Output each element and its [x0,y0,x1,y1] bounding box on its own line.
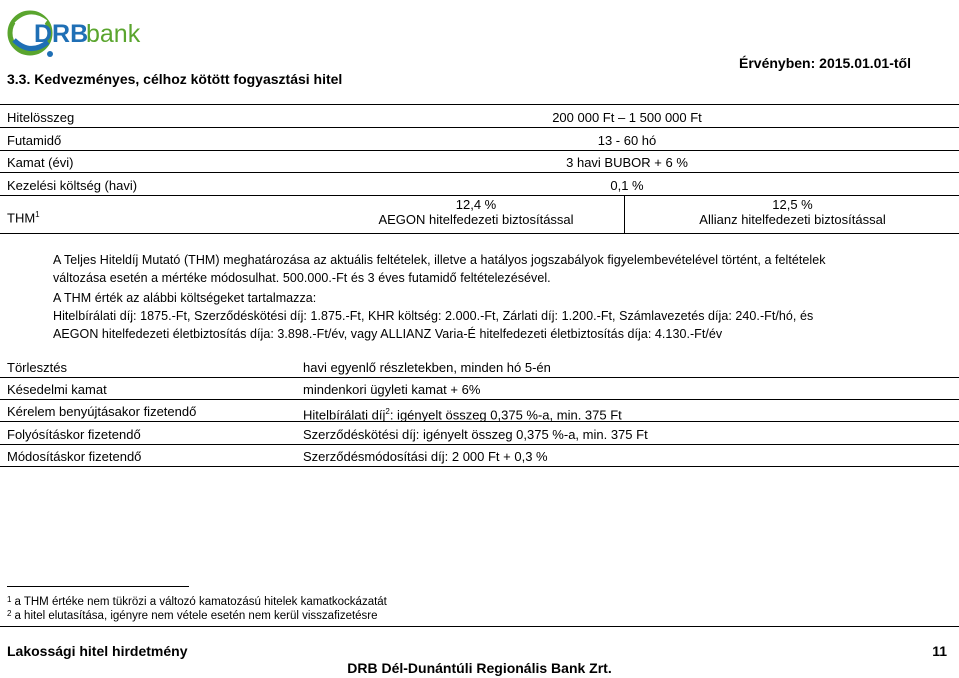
application-fee-label: Kérelem benyújtásakor fizetendő [7,404,197,419]
late-interest-value: mindenkori ügyleti kamat + 6% [303,382,481,397]
footnote-separator [7,586,189,587]
handling-fee-value: 0,1 % [610,178,644,193]
thm-aegon-note: AEGON hitelfedezeti biztosítással [378,212,574,227]
footer-rule [0,626,959,627]
late-interest-label: Késedelmi kamat [7,382,107,397]
handling-fee-label: Kezelési költség (havi) [7,178,138,193]
footer-document-title: Lakossági hitel hirdetmény [7,643,188,659]
disbursement-fee-label: Folyósításkor fizetendő [7,427,141,442]
modification-fee-label: Módosításkor fizetendő [7,449,142,464]
loan-amount-label: Hitelösszeg [7,110,75,125]
thm-label: THM$^1$ [7,210,40,226]
row-divider [0,399,959,400]
thm-explanation-line-2: változása esetén a mértéke módosulhat. 500.000.-Ft és 3 éves futamidő feltételezésével. [53,271,551,285]
footnote-ref-2: 2 [385,407,390,416]
footnote-ref-1: 1 [35,210,40,219]
disbursement-fee-value: Szerződéskötési díj: igényelt összeg 0,375 %-a, min. 375 Ft [303,427,648,442]
repayment-label: Törlesztés [7,360,67,375]
thm-costs-heading: A THM érték az alábbi költségeket tartalmazza: [53,291,317,305]
footnote-1: $^1$ a THM értéke nem tükrözi a változó kamatozású hitelek kamatkockázatát [7,595,387,608]
row-divider [0,172,959,173]
interest-value: 3 havi BUBOR + 6 % [566,155,688,170]
thm-costs-line-2: AEGON hitelfedezeti életbiztosítás díja: 3.898.-Ft/év, vagy ALLIANZ Varia-É hitelfedezeti életbiztosítás díja: 4.130.-Ft/év [53,327,723,341]
thm-allianz-note: Allianz hitelfedezeti biztosítással [699,212,886,227]
row-divider [0,444,959,445]
table-top-border [0,104,959,105]
drb-bank-logo [6,2,146,64]
logo-text-drb: DRB [34,20,89,48]
modification-fee-value: Szerződésmódosítási díj: 2 000 Ft + 0,3 % [303,449,548,464]
row-divider [0,150,959,151]
logo-text-bank: bank [86,20,141,48]
valid-from-date: Érvényben: 2015.01.01-től [739,55,911,71]
row-divider [0,195,959,196]
term-label: Futamidő [7,133,62,148]
interest-label: Kamat (évi) [7,155,74,170]
thm-costs-line-1: Hitelbírálati díj: 1875.-Ft, Szerződéskötési díj: 1.875.-Ft, KHR költség: 2.000.-Ft, Zárlati díj: 1.200.-Ft, Számlavezetés díja: 240.-Ft/hó, és [53,309,814,323]
row-divider [0,377,959,378]
section-title: 3.3. Kedvezményes, célhoz kötött fogyasztási hitel [7,71,343,87]
thm-aegon-rate: 12,4 % [455,197,497,212]
row-divider [0,421,959,422]
footer-bank-name: DRB Dél-Dunántúli Regionális Bank Zrt. [347,660,612,676]
thm-allianz-rate: 12,5 % [772,197,813,212]
row-divider [0,466,959,467]
loan-amount-value: 200 000 Ft – 1 500 000 Ft [552,110,702,125]
table-bottom-border [0,233,959,234]
thm-explanation-line-1: A Teljes Hiteldíj Mutató (THM) meghatározása az aktuális feltételek, illetve a hatályos jogszabályok figyelembevételével történt, a feltételek [53,253,826,267]
term-value: 13 - 60 hó [597,133,657,148]
thm-column-divider [624,195,625,233]
page-number: 11 [932,643,947,659]
application-fee-value: Hitelbírálati díj$^2$: igényelt összeg 0,375 %-a, min. 375 Ft [303,407,622,423]
repayment-value: havi egyenlő részletekben, minden hó 5-én [303,360,551,375]
row-divider [0,127,959,128]
footnote-2: $^2$ a hitel elutasítása, igényre nem vétele esetén nem kerül visszafizetésre [7,609,378,622]
